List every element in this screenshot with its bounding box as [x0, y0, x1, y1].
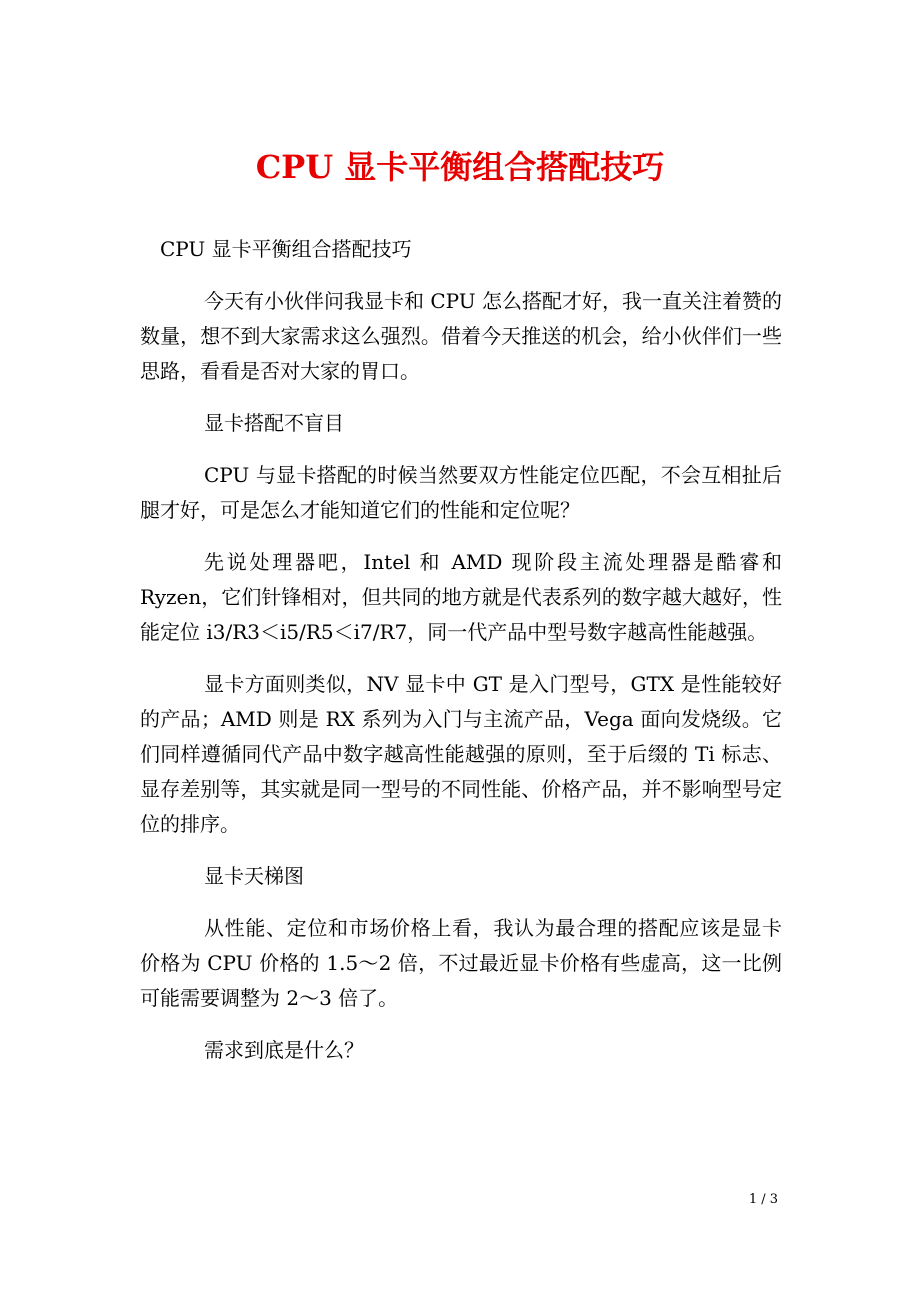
paragraph-price-ratio: 从性能、定位和市场价格上看，我认为最合理的搭配应该是显卡价格为 CPU 价格的 1.5～2 倍，不过最近显卡价格有些虚高，这一比例可能需要调整为 2～3 倍了。: [140, 916, 782, 1010]
intro-paragraph: 今天有小伙伴问我显卡和 CPU 怎么搭配才好，我一直关注着赞的数量，想不到大家需求这么强烈。借着今天推送的机会，给小伙伴们一些思路，看看是否对大家的胃口。: [140, 289, 782, 383]
subtitle-paragraph: CPU 显卡平衡组合搭配技巧: [160, 237, 412, 261]
paragraph-cpu: 先说处理器吧，Intel 和 AMD 现阶段主流处理器是酷睿和 Ryzen，它们针锋相对，但共同的地方就是代表系列的数字越大越好，性能定位 i3/R3＜i5/R5＜i7/R7，同一代产品中型号数字越高性能越强。: [140, 550, 782, 644]
paragraph-gpu: 显卡方面则类似，NV 显卡中 GT 是入门型号，GTX 是性能较好的产品；AMD 则是 RX 系列为入门与主流产品，Vega 面向发烧级。它们同样遵循同代产品中数字越高性能越强的原则，至于后缀的 Ti 标志、显存差别等，其实就是同一型号的不同性能、价格产品，并不影响型号定位的排序。: [140, 672, 782, 836]
document-body: [140, 232, 782, 1085]
paragraph-matching: CPU 与显卡搭配的时候当然要双方性能定位匹配，不会互相扯后腿才好，可是怎么才能知道它们的性能和定位呢？: [140, 463, 782, 522]
section-heading-matching: 显卡搭配不盲目: [204, 411, 344, 435]
page-number: 1 / 3: [748, 1192, 778, 1207]
document-title: CPU 显卡平衡组合搭配技巧: [255, 148, 665, 186]
section-heading-needs: 需求到底是什么？: [204, 1038, 364, 1062]
section-heading-ladder: 显卡天梯图: [204, 864, 304, 888]
